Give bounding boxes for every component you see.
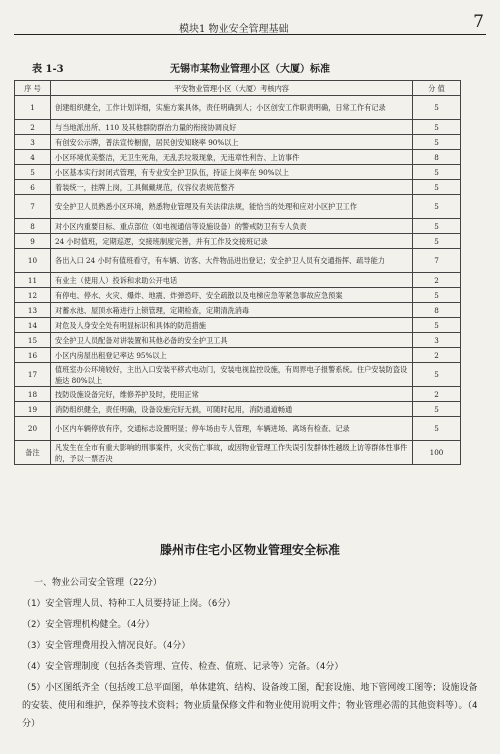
table-row xyxy=(15,180,461,195)
row-score: 8 xyxy=(413,303,461,318)
row-number: 17 xyxy=(15,363,51,387)
row-content: 24 小时值班，定期巡逻，交接班制度完善，并有工作及交接班记录 xyxy=(51,234,413,249)
row-score: 2 xyxy=(413,387,461,402)
row-number: 6 xyxy=(15,180,51,195)
row-number: 16 xyxy=(15,348,51,363)
row-content: 消防组织健全，责任明确，设备设施完好无损，可随时起用，消防通道畅通 xyxy=(51,402,413,417)
remark-content: 凡发生在全市有重大影响的刑事案件，火灾伤亡事故，或因物业管理工作失误引发群体性越级上访等群体性事件的，予以一票否决 xyxy=(51,441,413,465)
table-row xyxy=(15,135,461,150)
row-number: 9 xyxy=(15,234,51,249)
remark-label: 备注 xyxy=(15,441,51,465)
row-content: 小区内车辆停放有序，交通标志设置明显；停车场由专人管理，车辆进场、离场有检查、记录 xyxy=(51,417,413,441)
row-content: 值班室办公环境较好，主出入口安装平移式电动门，安装电视监控设施，有周界电子报警系统。住户安装防盗设施达 80%以上 xyxy=(51,363,413,387)
table-row xyxy=(15,120,461,135)
row-content: 安全护卫人员配备对讲装置和其他必备的安全护卫工具 xyxy=(51,333,413,348)
table-row xyxy=(15,288,461,303)
row-content: 对小区内重要目标、重点部位（如电视通信等设施设备）的警戒防卫有专人负责 xyxy=(51,219,413,234)
table-row xyxy=(15,234,461,249)
row-score: 5 xyxy=(413,402,461,417)
row-content: 有创安公示牌，普法宣传橱窗，居民创安知晓率 90%以上 xyxy=(51,135,413,150)
row-score: 5 xyxy=(413,219,461,234)
row-number: 3 xyxy=(15,135,51,150)
row-number: 14 xyxy=(15,318,51,333)
page-number: 7 xyxy=(473,12,484,32)
paragraph-item: （3）安全管理费用投入情况良好。（4分） xyxy=(22,641,191,651)
table-row xyxy=(15,348,461,363)
row-content: 小区基本实行封闭式管理，有专业安全护卫队伍，持证上岗率在 90%以上 xyxy=(51,165,413,180)
table-row xyxy=(15,333,461,348)
row-number: 13 xyxy=(15,303,51,318)
table-title: 无锡市某物业管理小区（大厦）标准 xyxy=(170,64,330,75)
row-number: 5 xyxy=(15,165,51,180)
row-score: 2 xyxy=(413,273,461,288)
paragraph-item: （5）小区图纸齐全（包括竣工总平面图，单体建筑、结构、设备竣工图，配套设施、地下管网竣工图等；设施设备的安装、使用和维护，保养等技术资料；物业质量保修文件和物业使用说明文件；物业管理必需的其他资料等）。（4分） xyxy=(22,683,478,729)
remark-row xyxy=(15,441,461,465)
row-score: 5 xyxy=(413,363,461,387)
row-number: 10 xyxy=(15,249,51,273)
table-row xyxy=(15,363,461,387)
row-score: 2 xyxy=(413,348,461,363)
section-heading: 一、物业公司安全管理（22分） xyxy=(34,578,162,588)
table-row xyxy=(15,402,461,417)
row-score: 7 xyxy=(413,249,461,273)
row-score: 5 xyxy=(413,135,461,150)
row-content: 有业主（使用人）投诉和求助公开电话 xyxy=(51,273,413,288)
module-title: 模块1 物业安全管理基础 xyxy=(179,24,289,35)
table-row xyxy=(15,273,461,288)
section-title: 滕州市住宅小区物业管理安全标准 xyxy=(159,543,340,557)
row-number: 8 xyxy=(15,219,51,234)
column-header-content: 平安物业管理小区（大厦）考核内容 xyxy=(51,81,413,96)
table-row xyxy=(15,165,461,180)
row-number: 1 xyxy=(15,96,51,120)
running-header xyxy=(14,12,486,35)
row-number: 2 xyxy=(15,120,51,135)
row-content: 安全护卫人员熟悉小区环境，熟悉物业管理及有关法律法规，能恰当的处理和应对小区护卫工作 xyxy=(51,195,413,219)
row-score: 5 xyxy=(413,120,461,135)
row-number: 20 xyxy=(15,417,51,441)
row-score: 8 xyxy=(413,150,461,165)
row-content: 技防设施设备完好，维修养护及时，使用正常 xyxy=(51,387,413,402)
table-number: 表 1-3 xyxy=(32,64,64,75)
row-number: 4 xyxy=(15,150,51,165)
table-row xyxy=(15,318,461,333)
column-header-number: 序 号 xyxy=(15,81,51,96)
column-header-score: 分 值 xyxy=(413,81,461,96)
row-score: 5 xyxy=(413,417,461,441)
row-score: 5 xyxy=(413,234,461,249)
standards-table xyxy=(14,80,461,465)
row-content: 对蓄水池、屋顶水箱进行上锁管理，定期检查，定期清洗消毒 xyxy=(51,303,413,318)
paragraph-item: （1）安全管理人员、特种工人员要持证上岗。（6分） xyxy=(22,599,236,609)
row-number: 7 xyxy=(15,195,51,219)
row-content: 有停电、停水、火灾、爆炸、地震、炸弹恐吓、安全疏散以及电梯应急等紧急事故应急预案 xyxy=(51,288,413,303)
row-score: 5 xyxy=(413,195,461,219)
row-score: 5 xyxy=(413,180,461,195)
row-content: 对危及人身安全处有明显标识和具体的防范措施 xyxy=(51,318,413,333)
table-row xyxy=(15,303,461,318)
row-content: 各出入口 24 小时有值班看守，有车辆、访客、大件物品进出登记；安全护卫人员有交通指挥、疏导能力 xyxy=(51,249,413,273)
paragraph-item: （2）安全管理机构健全。（4分） xyxy=(22,620,155,630)
row-number: 11 xyxy=(15,273,51,288)
row-score: 5 xyxy=(413,318,461,333)
table-row xyxy=(15,249,461,273)
table-row xyxy=(15,150,461,165)
row-score: 3 xyxy=(413,333,461,348)
row-number: 15 xyxy=(15,333,51,348)
row-number: 12 xyxy=(15,288,51,303)
row-content: 创建组织健全，工作计划详细，实施方案具体，责任明确到人；小区创安工作职责明确，日常工作有记录 xyxy=(51,96,413,120)
table-row xyxy=(15,96,461,120)
table-header-row xyxy=(15,81,461,96)
row-content: 着装统一，挂牌上岗，工具佩戴规范，仪容仪表规范整齐 xyxy=(51,180,413,195)
row-content: 小区内房屋出租登记率达 95%以上 xyxy=(51,348,413,363)
row-score: 5 xyxy=(413,288,461,303)
row-number: 18 xyxy=(15,387,51,402)
total-score: 100 xyxy=(413,441,461,465)
table-row xyxy=(15,417,461,441)
paragraph-item: （4）安全管理制度（包括各类管理、宣传、检查、值班、记录等）完备。（4分） xyxy=(22,662,344,672)
table-row xyxy=(15,387,461,402)
row-number: 19 xyxy=(15,402,51,417)
row-content: 与当地派出所、110 及其他群防群治力量的衔接协调良好 xyxy=(51,120,413,135)
row-content: 小区环境优美整洁，无卫生死角，无乱丢垃圾现象，无违章性利告、上访事件 xyxy=(51,150,413,165)
table-row xyxy=(15,195,461,219)
table-caption xyxy=(0,60,500,76)
row-score: 5 xyxy=(413,96,461,120)
row-score: 5 xyxy=(413,165,461,180)
table-row xyxy=(15,219,461,234)
